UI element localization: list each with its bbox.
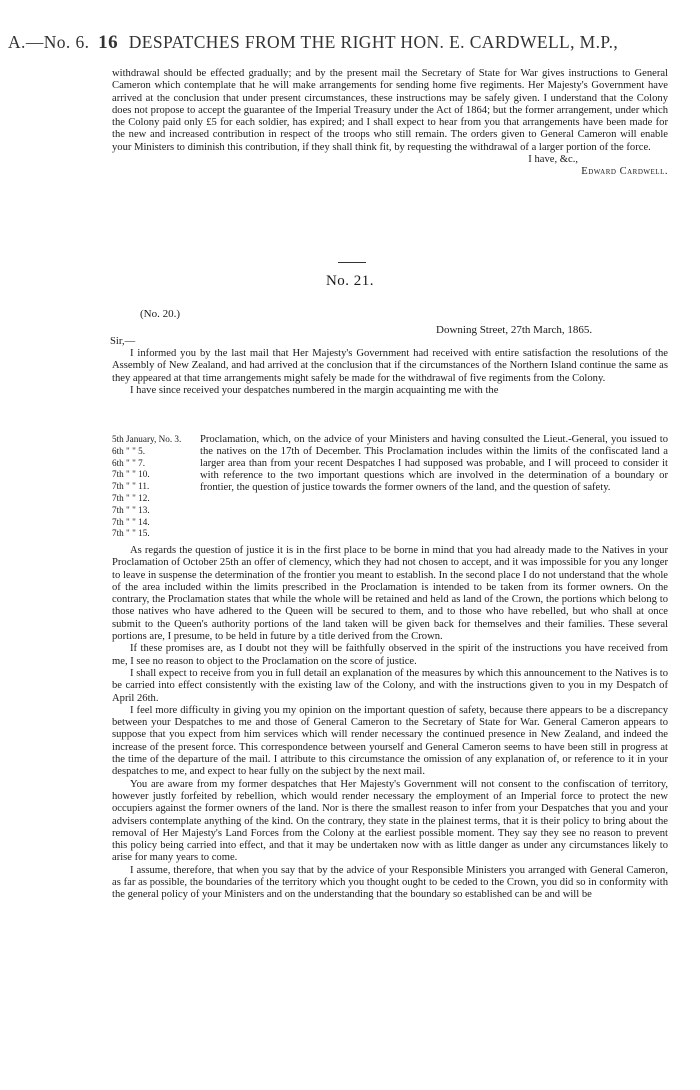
paragraph-2-margin-text: Proclamation, which, on the advice of your Ministers and having consulted the Lieut.-General, you issued to the natives on the 17th of December. This Proclamation includes within the limits of the confiscated land a larger area than from your recent Despatches I had supposed was probable, and I will proceed to consider it with reference to the two important questions which are involved in the determination of a boundary or frontier, the question of justice towards the former owners of the land, and the question of safety. — [200, 434, 668, 494]
paragraph-8: I assume, therefore, that when you say that by the advice of your Responsible Ministers you arranged with General Cameron, as far as possible, the boundaries of the territory which you thought ought to be ceded to the Crown, you did so in conformity with the general policy of your Ministers and on the understanding that the boundary so established can be and will be — [112, 864, 668, 901]
despatch-intro — [112, 348, 668, 397]
margin-ref: 7th " " 13. — [112, 504, 150, 515]
running-head-title: DESPATCHES FROM THE RIGHT HON. E. CARDWELL, M.P., — [128, 32, 619, 52]
despatch-number: No. 21. — [325, 273, 375, 289]
margin-ref: 7th " " 15. — [112, 528, 150, 539]
running-head — [8, 32, 698, 54]
margin-ref: 6th " " 7. — [112, 457, 146, 468]
continued-paragraph: withdrawal should be effected gradually; and by the present mail the Secretary of State for War gives instructions to General Cameron which contemplate that he will make arrangements for sending home five regiments. Her Majesty's Government have arrived at the conclusion that under present circumstances, these instructions may be safely given. I understand that the Colony does not propose to accept the guarantee of the Imperial Treasury under the Act of 1864; but the former arrangement, under which the Colony paid only £5 for each soldier, has expired; and I shall expect to hear from you that arrangements have been made for the new and increased contribution in respect of the troops who still remain. The orders given to General Cameron will enable your Ministers to diminish this contribution, if they shall think fit, by requesting the withdrawal of a larger portion of the force. — [112, 68, 668, 153]
paragraph-7: You are aware from my former despatches that Her Majesty's Government will not consent to the confiscation of territory, however justly forfeited by rebellion, which would render necessary the employment of an Imperial force to protect the new occupiers against the former owners of the land. Nor is there the smallest reason to infer from your Despatches that you and your advisers contemplate anything of the kind. On the contrary, they state in the plainest terms, that it is their policy to bring about the removal of Her Majesty's Land Forces from the Colony at the earliest possible moment. They say they see no reason to prevent this policy being carried into effect, and that it may be undertaken now with as little danger as under any circumstances likely to arise for many years to come. — [112, 778, 668, 864]
paragraph-2-lead: I have since received your despatches numbered in the margin acquainting me with the — [130, 384, 499, 396]
despatch-reference: (No. 20.) — [140, 308, 181, 320]
margin-ref: 7th " " 10. — [112, 469, 150, 480]
dateline: Downing Street, 27th March, 1865. — [436, 324, 593, 336]
salutation: Sir,— — [110, 336, 136, 347]
closing: I have, &c., — [528, 154, 578, 166]
page-number: 16 — [98, 32, 118, 53]
margin-ref: 7th " " 11. — [112, 481, 150, 492]
margin-ref: 7th " " 12. — [112, 492, 150, 503]
margin-ref: 5th January, No. 3. — [112, 434, 182, 444]
paragraph-5: I shall expect to receive from you in full detail an explanation of the measures by which this announcement to the Natives is to be carried into effect consistently with the existing law of the Colony, and with the instructions given to you in my Despatch of April 26th. — [112, 667, 668, 704]
paragraph-1: I informed you by the last mail that Her Majesty's Government had received with entire satisfaction the resolutions of the Assembly of New Zealand, and had arrived at the conclusion that if the circumstances of the Northern Island continue the same as they appeared at that time arrangements might safely be made for the withdrawal of five regiments from the Colony. — [112, 348, 668, 384]
signature: Edward Cardwell. — [581, 166, 668, 178]
paragraph-3: As regards the question of justice it is in the first place to be borne in mind that you had already made to the Natives in your Proclamation of October 25th an offer of clemency, which they had not chosen to accept, and it was impossible for you any longer to leave in suspense the determination of the frontier you meant to establish. In the second place I do not understand that the whole of the area included within the limits prescribed in the Proclamation is intended to be taken from its former owners. On the contrary, the Proclamation states that while the whole will be retained and held as land of the Crown, the portions which belong to those natives who have adhered to the Queen will be secured to them, and to those who have rebelled, but who shall at once submit to the Queen's authority portions of the land taken will be given back for themselves and their families. These several portions are, I presume, to be held in future by a title derived from the Crown. — [112, 545, 668, 643]
paragraph-4: If these promises are, as I doubt not they will be faithfully observed in the spirit of the instructions you have received from me, I see no reason to object to the Proclamation on the score of justice. — [112, 643, 668, 667]
margin-ref: 7th " " 14. — [112, 516, 150, 527]
top-section — [112, 68, 668, 179]
margin-references — [112, 434, 192, 540]
despatch-body — [112, 545, 668, 902]
paragraph-6: I feel more difficulty in giving you my opinion on the important question of safety, because there appears to be a discrepancy between your Despatches to me and those of General Cameron to the Secretary of State for War. General Cameron appears to suppose that you expect from him services which will render necessary the continued presence in New Zealand, and indeed the increase of the present force. This correspondence between yourself and General Cameron seems to have been still in progress at the time of the departure of the mail. I attribute to this circumstance the omission of any explanation of, or reference to it in your despatches to me, and expect to hear fully on the subject by the next mail. — [112, 704, 668, 778]
margin-ref: 6th " " 5. — [112, 445, 146, 456]
divider-rule — [338, 262, 366, 263]
running-head-left: A.—No. 6. — [8, 32, 90, 52]
